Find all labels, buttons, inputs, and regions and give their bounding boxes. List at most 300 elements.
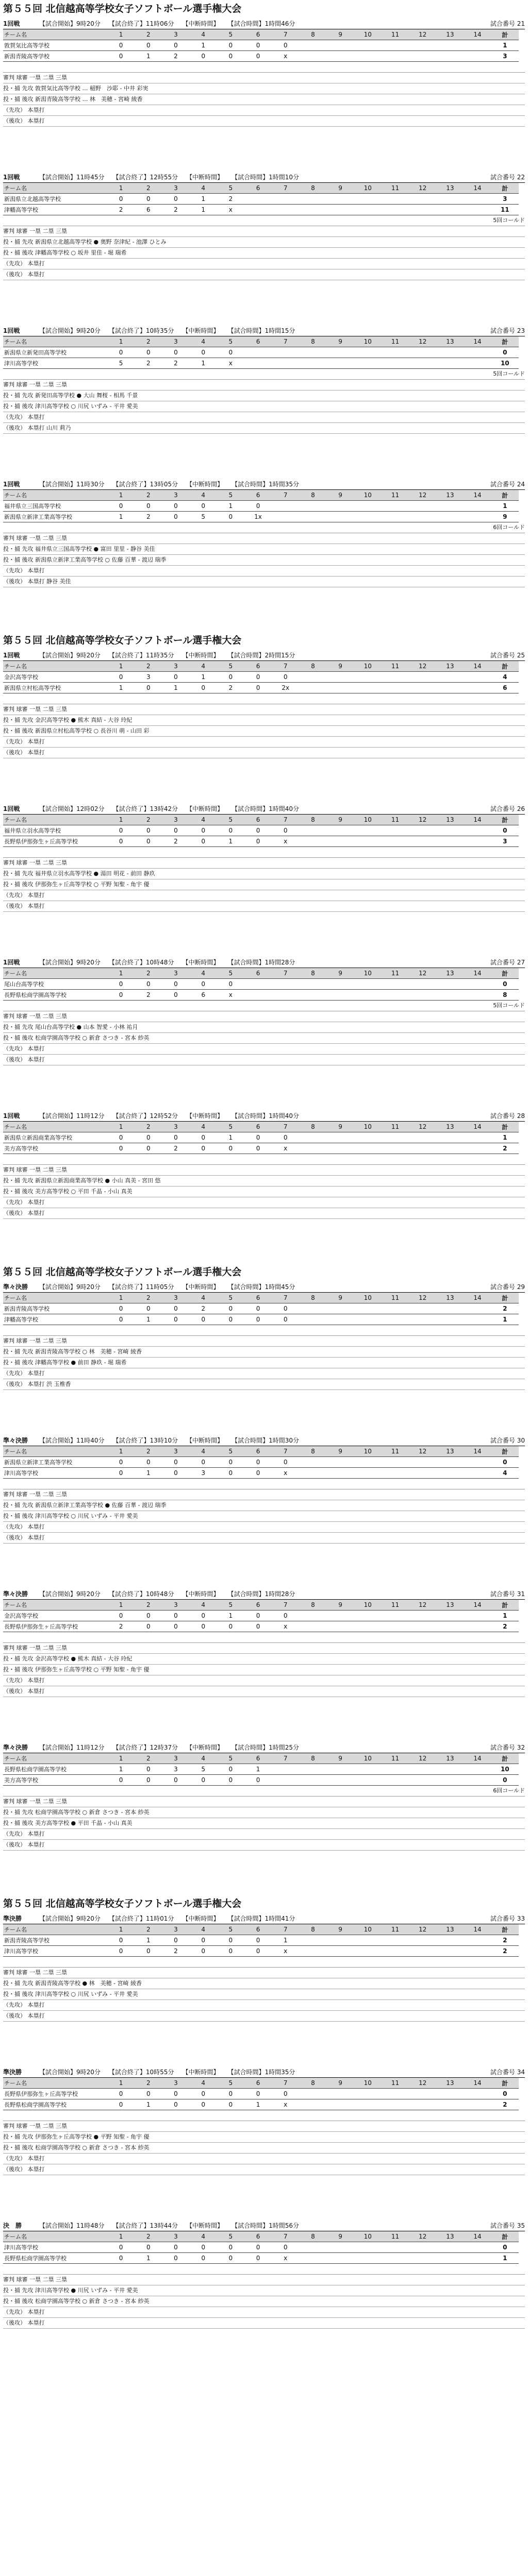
inning-score: 1 [190,40,217,51]
inning-header: 8 [299,1924,326,1935]
inning-header: 9 [327,1446,354,1457]
inning-score: 0 [162,979,189,990]
team-name: 金沢高等学校 [3,672,107,683]
game-note [3,1479,525,1489]
inning-score [354,990,382,1001]
inning-header: 12 [409,815,436,825]
scoreboard-header-row [3,2078,519,2089]
inning-header: 14 [464,336,491,347]
inning-score: 0 [244,1611,272,1621]
detail-line: 投・捕 後攻 新潟県立村松高等学校 ○ 長谷川 萌 - 山田 彩 [3,726,525,737]
detail-line: 投・捕 後攻 津川高等学校 ○ 川尻 いずみ - 平井 愛美 [3,1989,525,2000]
inning-header: 7 [272,1600,299,1611]
inning-score [409,40,436,51]
detail-line: 審判 球審 一塁 二塁 三塁 [3,533,525,544]
inning-score [354,1303,382,1314]
inning-score [409,347,436,358]
table-row [3,1468,519,1479]
team-name: 津幡高等学校 [3,1314,107,1325]
inning-score: 0 [162,825,189,836]
inning-score [464,825,491,836]
inning-header: 3 [162,1924,189,1935]
game-details [3,1165,525,1219]
detail-line: （先攻） 本塁打 [3,1829,525,1840]
team-total: 4 [491,672,519,683]
inning-header: 4 [190,968,217,979]
team-header: チーム名 [3,183,107,194]
inning-score [299,672,326,683]
scoreboard-header-row [3,183,519,194]
inning-score: 0 [107,1303,135,1314]
team-name: 長野県松商学園高等学校 [3,1764,107,1775]
round-label: 準々決勝 [3,1283,28,1291]
game-duration: 【試合時間】1時間35分 [232,480,300,488]
team-header: チーム名 [3,2078,107,2089]
inning-header: 11 [382,2231,409,2242]
inning-score [436,512,464,522]
inning-score: 2 [162,1143,189,1154]
game-header [3,1912,525,1924]
inning-score [354,1764,382,1775]
game-details [3,1011,525,1065]
inning-score: 0 [107,1457,135,1468]
inning-score [299,1303,326,1314]
inning-score [354,512,382,522]
inning-score: 0 [217,1468,244,1479]
inning-header: 3 [162,968,189,979]
inning-score: 0 [244,683,272,693]
inning-header: 6 [244,1122,272,1132]
inning-header: 1 [107,968,135,979]
game-interrupt: 【中断時間】 [182,651,220,659]
inning-header: 9 [327,1600,354,1611]
team-total: 3 [491,194,519,205]
game-number: 試合番号 24 [490,480,525,488]
round-label: 1回戦 [3,1112,20,1120]
inning-score [299,990,326,1001]
inning-score [409,1611,436,1621]
inning-score [409,501,436,512]
table-row [3,1314,519,1325]
inning-score: 0 [107,2099,135,2110]
game-start: 【試合開始】9時20分 [39,327,101,334]
team-header: チーム名 [3,815,107,825]
inning-score: 0 [244,2253,272,2264]
inning-score: 0 [217,1775,244,1786]
inning-header: 5 [217,2231,244,2242]
inning-score: 0 [162,1303,189,1314]
inning-score [409,1621,436,1632]
inning-score [354,501,382,512]
inning-score [327,1457,354,1468]
team-name: 新潟県立新潟商業高等学校 [3,1132,107,1143]
inning-score [464,40,491,51]
inning-score [299,1946,326,1957]
inning-score [327,1935,354,1946]
inning-score [354,51,382,62]
inning-score [327,2253,354,2264]
inning-header: 1 [107,2231,135,2242]
inning-header: 4 [190,661,217,672]
inning-header: 12 [409,183,436,194]
inning-header: 11 [382,336,409,347]
inning-score: 0 [107,1775,135,1786]
inning-score [272,990,299,1001]
team-total: 3 [491,51,519,62]
team-total: 2 [491,1621,519,1632]
inning-header: 10 [354,968,382,979]
team-total: 0 [491,979,519,990]
inning-header: 5 [217,183,244,194]
inning-score: 0 [272,1303,299,1314]
inning-score [382,1946,409,1957]
detail-line: （先攻） 本塁打 [3,2154,525,2164]
inning-header: 8 [299,1446,326,1457]
game-end: 【試合終了】10時55分 [108,2068,174,2076]
inning-score [409,825,436,836]
game-block [3,1110,525,1263]
inning-header: 5 [217,29,244,40]
inning-header: 5 [217,1122,244,1132]
game-details [3,2275,525,2329]
inning-header: 12 [409,1924,436,1935]
inning-header: 4 [190,1600,217,1611]
detail-line: （後攻） 本塁打 [3,1533,525,1544]
inning-score [327,205,354,215]
game-start: 【試合開始】9時20分 [39,1914,101,1922]
inning-score: 0 [107,1935,135,1946]
detail-line: （先攻） 本塁打 [3,1044,525,1055]
inning-score [299,2253,326,2264]
inning-header: 8 [299,2231,326,2242]
inning-score [409,2242,436,2253]
inning-header: 12 [409,968,436,979]
inning-header: 4 [190,1122,217,1132]
total-header: 計 [491,1293,519,1303]
inning-score [436,1314,464,1325]
inning-score [382,1314,409,1325]
inning-score [299,51,326,62]
inning-score [354,358,382,369]
inning-score: 0 [135,1303,162,1314]
table-row [3,2242,519,2253]
game-block [3,171,525,325]
inning-header: 3 [162,336,189,347]
inning-score: 0 [135,347,162,358]
inning-score [327,2242,354,2253]
inning-score [464,1314,491,1325]
inning-score: 0 [190,2253,217,2264]
detail-line: （後攻） 本塁打 [3,901,525,912]
table-row [3,1935,519,1946]
inning-header: 6 [244,815,272,825]
game-start: 【試合開始】12時02分 [39,805,105,812]
inning-score: 2 [217,683,244,693]
inning-score: 2 [162,51,189,62]
inning-score [382,1935,409,1946]
detail-line: （後攻） 本塁打 [3,1686,525,1697]
inning-score: 0 [162,2253,189,2264]
inning-header: 13 [436,968,464,979]
inning-score: 0 [190,2089,217,2099]
inning-score: 0 [272,825,299,836]
team-name: 美方高等学校 [3,1143,107,1154]
inning-score [327,1468,354,1479]
total-header: 計 [491,661,519,672]
inning-score: 0 [244,1314,272,1325]
detail-line: 投・捕 先攻 松商学園高等学校 ○ 新倉 さつき - 宮本 紗英 [3,1807,525,1818]
detail-line: （後攻） 本塁打 [3,1840,525,1851]
inning-header: 7 [272,29,299,40]
inning-score: 0 [272,40,299,51]
inning-score [382,979,409,990]
inning-score: 1 [135,2099,162,2110]
team-name: 長野県松商学園高等学校 [3,2253,107,2264]
inning-score [244,990,272,1001]
scoreboard-table [3,2078,519,2110]
inning-score: 1 [190,672,217,683]
team-total: 2 [491,2099,519,2110]
game-interrupt: 【中断時間】 [186,2222,224,2229]
detail-line: 投・捕 先攻 伊那弥生ヶ丘高等学校 ● 平野 知聖 - 角宇 優 [3,2132,525,2143]
inning-score [436,683,464,693]
inning-header: 11 [382,1753,409,1764]
inning-header: 4 [190,2231,217,2242]
scoreboard-table [3,815,519,847]
inning-score: 0 [135,683,162,693]
detail-line: 投・捕 先攻 新潟青陵高等学校 ● 林 美穂 - 宮崎 綾香 [3,1978,525,1989]
inning-score: 0 [162,672,189,683]
inning-score [327,1764,354,1775]
table-row [3,40,519,51]
inning-score: 0 [217,347,244,358]
inning-header: 10 [354,29,382,40]
inning-score: 0 [217,512,244,522]
inning-score [354,1611,382,1621]
inning-score: 0 [190,1143,217,1154]
inning-score [299,194,326,205]
detail-line: 投・捕 後攻 伊那弥生ヶ丘高等学校 ○ 平野 知聖 - 角宇 優 [3,879,525,890]
inning-score: 0 [217,1303,244,1314]
game-end: 【試合終了】11時05分 [108,1283,174,1291]
table-row [3,672,519,683]
inning-header: 14 [464,661,491,672]
detail-line: 審判 球審 一塁 二塁 三塁 [3,1797,525,1807]
inning-score [382,205,409,215]
inning-header: 10 [354,1293,382,1303]
game-header [3,18,525,29]
inning-score: 1 [107,683,135,693]
game-start: 【試合開始】11時30分 [39,480,105,488]
game-duration: 【試合時間】1時間30分 [232,1436,300,1444]
game-start: 【試合開始】9時20分 [39,958,101,966]
inning-header: 12 [409,336,436,347]
inning-header: 13 [436,1122,464,1132]
total-header: 計 [491,968,519,979]
game-block [3,956,525,1110]
inning-score [299,1935,326,1946]
inning-header: 13 [436,661,464,672]
inning-header: 7 [272,1924,299,1935]
inning-score [436,1946,464,1957]
detail-line: 投・捕 後攻 松商学園高等学校 ○ 新倉 さつき - 宮本 紗英 [3,2143,525,2154]
inning-header: 4 [190,336,217,347]
game-end: 【試合終了】10時48分 [108,958,174,966]
inning-header: 11 [382,1600,409,1611]
scoreboard-table [3,1924,519,1957]
team-header: チーム名 [3,1446,107,1457]
table-row [3,51,519,62]
inning-score: 0 [135,825,162,836]
scoreboard-header-row [3,2231,519,2242]
scoreboard-header-row [3,29,519,40]
game-end: 【試合終了】13時42分 [112,805,178,812]
inning-score [464,1935,491,1946]
inning-header: 11 [382,183,409,194]
inning-header: 13 [436,490,464,501]
inning-score [409,979,436,990]
inning-score: 0 [107,990,135,1001]
inning-score: 0 [162,2089,189,2099]
inning-score: 1 [217,1611,244,1621]
detail-line: 投・捕 先攻 尾山台高等学校 ● 山本 智愛 - 小林 祐月 [3,1022,525,1033]
inning-score: 0 [135,836,162,847]
table-row [3,836,519,847]
inning-score [354,683,382,693]
game-end: 【試合終了】12時37分 [112,1743,178,1751]
inning-score: 2 [162,358,189,369]
inning-header: 11 [382,661,409,672]
detail-line: 投・捕 後攻 新潟県立新津工業高等学校 ○ 佐藤 百華 - 渡辺 瑞季 [3,555,525,566]
inning-header: 9 [327,661,354,672]
inning-score: 5 [190,1764,217,1775]
detail-line: （先攻） 本塁打 [3,1522,525,1533]
inning-score [464,347,491,358]
inning-score [327,672,354,683]
inning-score [382,358,409,369]
inning-header: 14 [464,2078,491,2089]
inning-score: 3 [135,672,162,683]
inning-score [299,1468,326,1479]
inning-score [436,205,464,215]
inning-score: 0 [135,501,162,512]
inning-header: 13 [436,336,464,347]
total-header: 計 [491,2078,519,2089]
page-title: 第５５回 北信越高等学校女子ソフトボール選手権大会 [3,3,242,14]
team-total: 0 [491,1775,519,1786]
inning-score [382,683,409,693]
team-name: 新潟県立新津工業高等学校 [3,1457,107,1468]
inning-score: 0 [190,1946,217,1957]
inning-score [244,347,272,358]
team-name: 津幡高等学校 [3,205,107,215]
inning-score: 2 [107,1621,135,1632]
inning-score [436,1143,464,1154]
inning-score: 0 [107,1946,135,1957]
scoreboard-table [3,336,519,369]
table-row [3,347,519,358]
inning-score: x [272,1468,299,1479]
inning-score [354,2089,382,2099]
detail-line: （先攻） 本塁打 [3,2000,525,2011]
inning-score: 1 [135,2253,162,2264]
inning-score: 0 [107,2089,135,2099]
game-start: 【試合開始】9時20分 [39,1590,101,1598]
inning-score: 0 [190,1314,217,1325]
inning-score: 1 [217,1132,244,1143]
inning-header: 10 [354,336,382,347]
inning-header: 12 [409,1122,436,1132]
inning-header: 10 [354,2231,382,2242]
team-header: チーム名 [3,336,107,347]
inning-header: 12 [409,1600,436,1611]
inning-score: 1 [217,501,244,512]
inning-score [409,1775,436,1786]
inning-header: 14 [464,2231,491,2242]
detail-line: （先攻） 本塁打 [3,105,525,116]
table-row [3,990,519,1001]
inning-header: 11 [382,1924,409,1935]
inning-header: 2 [135,1446,162,1457]
detail-line: （先攻） 本塁打 [3,412,525,423]
table-row [3,2253,519,2264]
game-header [3,1281,525,1293]
scoreboard-header-row [3,968,519,979]
inning-score: 0 [190,836,217,847]
team-header: チーム名 [3,29,107,40]
scoreboard-table [3,183,519,215]
inning-score [382,1775,409,1786]
inning-score: x [217,205,244,215]
inning-score: 1 [244,2099,272,2110]
inning-score [354,825,382,836]
inning-header: 3 [162,490,189,501]
inning-header: 2 [135,183,162,194]
inning-header: 10 [354,661,382,672]
inning-score: 0 [107,2253,135,2264]
inning-score [327,1621,354,1632]
scoreboard-header-row [3,336,519,347]
team-total: 0 [491,2089,519,2099]
detail-line: 投・捕 後攻 津幡高等学校 ● 前田 静玖 - 堀 瑞希 [3,1358,525,1368]
inning-header: 9 [327,1293,354,1303]
team-total: 11 [491,205,519,215]
detail-line: （先攻） 本塁打 [3,566,525,577]
round-label: 1回戦 [3,651,20,659]
game-duration: 【試合時間】1時間35分 [227,2068,295,2076]
table-row [3,1132,519,1143]
inning-score: 0 [135,1621,162,1632]
game-interrupt: 【中断時間】 [182,1914,220,1922]
inning-score [409,205,436,215]
game-block [3,1741,525,1895]
inning-score: 0 [244,1457,272,1468]
detail-line: 投・捕 先攻 金沢高等学校 ● 熊木 真結 - 大谷 玲紀 [3,1654,525,1665]
inning-header: 2 [135,1600,162,1611]
team-name: 津川高等学校 [3,358,107,369]
inning-score [299,2089,326,2099]
game-interrupt: 【中断時間】 [186,1112,224,1120]
game-block [3,1588,525,1741]
inning-score: 0 [217,1946,244,1957]
game-interrupt: 【中断時間】 [182,20,220,27]
game-note [3,1632,525,1643]
round-label: 1回戦 [3,327,20,334]
inning-score [409,1935,436,1946]
inning-score [299,501,326,512]
inning-score: 0 [244,1621,272,1632]
inning-score [354,347,382,358]
